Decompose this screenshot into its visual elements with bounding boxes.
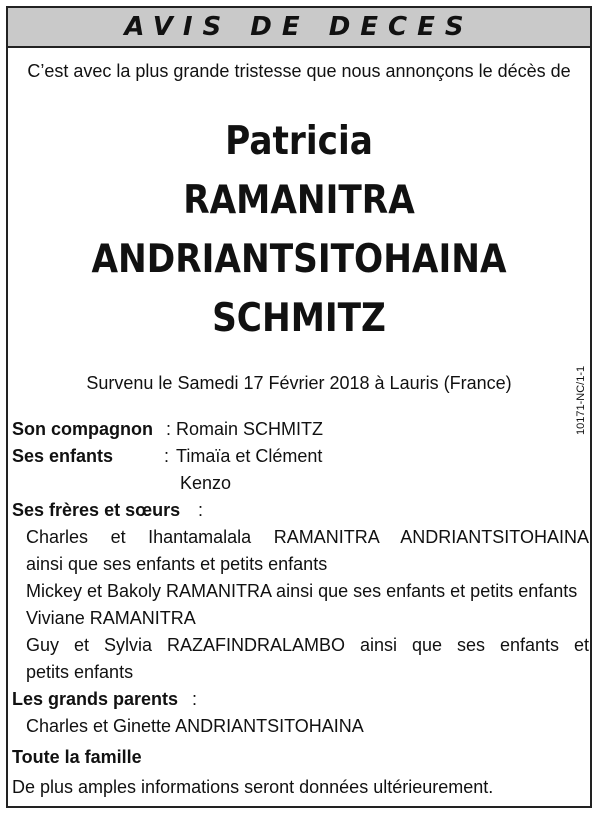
footer-text: De plus amples informations seront données ultérieurement.: [12, 777, 494, 797]
children-value-1: Timaïa et Clément: [176, 446, 323, 466]
header-banner: [8, 8, 590, 48]
siblings-line-3: Viviane RAMANITRA: [26, 608, 196, 628]
companion-value: Romain SCHMITZ: [176, 419, 324, 439]
siblings-line-2: Mickey et Bakoly RAMANITRA ainsi que ses enfants et petits enfants: [26, 581, 578, 601]
siblings-line-4b: petits enfants: [26, 662, 134, 682]
event-text: Survenu le Samedi 17 Février 2018 à Lauris (France): [86, 373, 512, 393]
grandparents-separator: :: [192, 689, 198, 709]
children-value-2: Kenzo: [180, 473, 232, 493]
name-line-first: Patricia: [225, 119, 373, 164]
companion-label: Son compagnon: [12, 419, 153, 439]
grandparents-label: Les grands parents: [12, 689, 179, 709]
siblings-line-4a: Guy et Sylvia RAZAFINDRALAMBO ainsi que ses enfants et: [26, 635, 589, 655]
intro-text: C’est avec la plus grande tristesse que nous annonçons le décès de: [27, 61, 571, 81]
reference-code: 10171-NC/1-1: [575, 365, 587, 435]
siblings-line-1b: ainsi que ses enfants et petits enfants: [26, 554, 328, 574]
children-separator: :: [164, 446, 170, 466]
notice-title: AVIS DE DECES: [124, 12, 474, 42]
name-line-4: SCHMITZ: [212, 296, 386, 341]
name-line-3: ANDRIANTSITOHAINA: [91, 237, 507, 282]
grandparents-value: Charles et Ginette ANDRIANTSITOHAINA: [26, 716, 364, 736]
companion-separator: :: [166, 419, 172, 439]
siblings-line-1a: Charles et Ihantamalala RAMANITRA ANDRIANTSITOHAINA: [26, 527, 589, 547]
siblings-label: Ses frères et sœurs: [12, 500, 181, 520]
death-notice: [6, 6, 592, 808]
children-label: Ses enfants: [12, 446, 114, 466]
name-line-2: RAMANITRA: [183, 178, 415, 223]
deceased-name: [8, 112, 590, 348]
siblings-separator: :: [198, 500, 204, 520]
whole-family: Toute la famille: [12, 747, 142, 767]
